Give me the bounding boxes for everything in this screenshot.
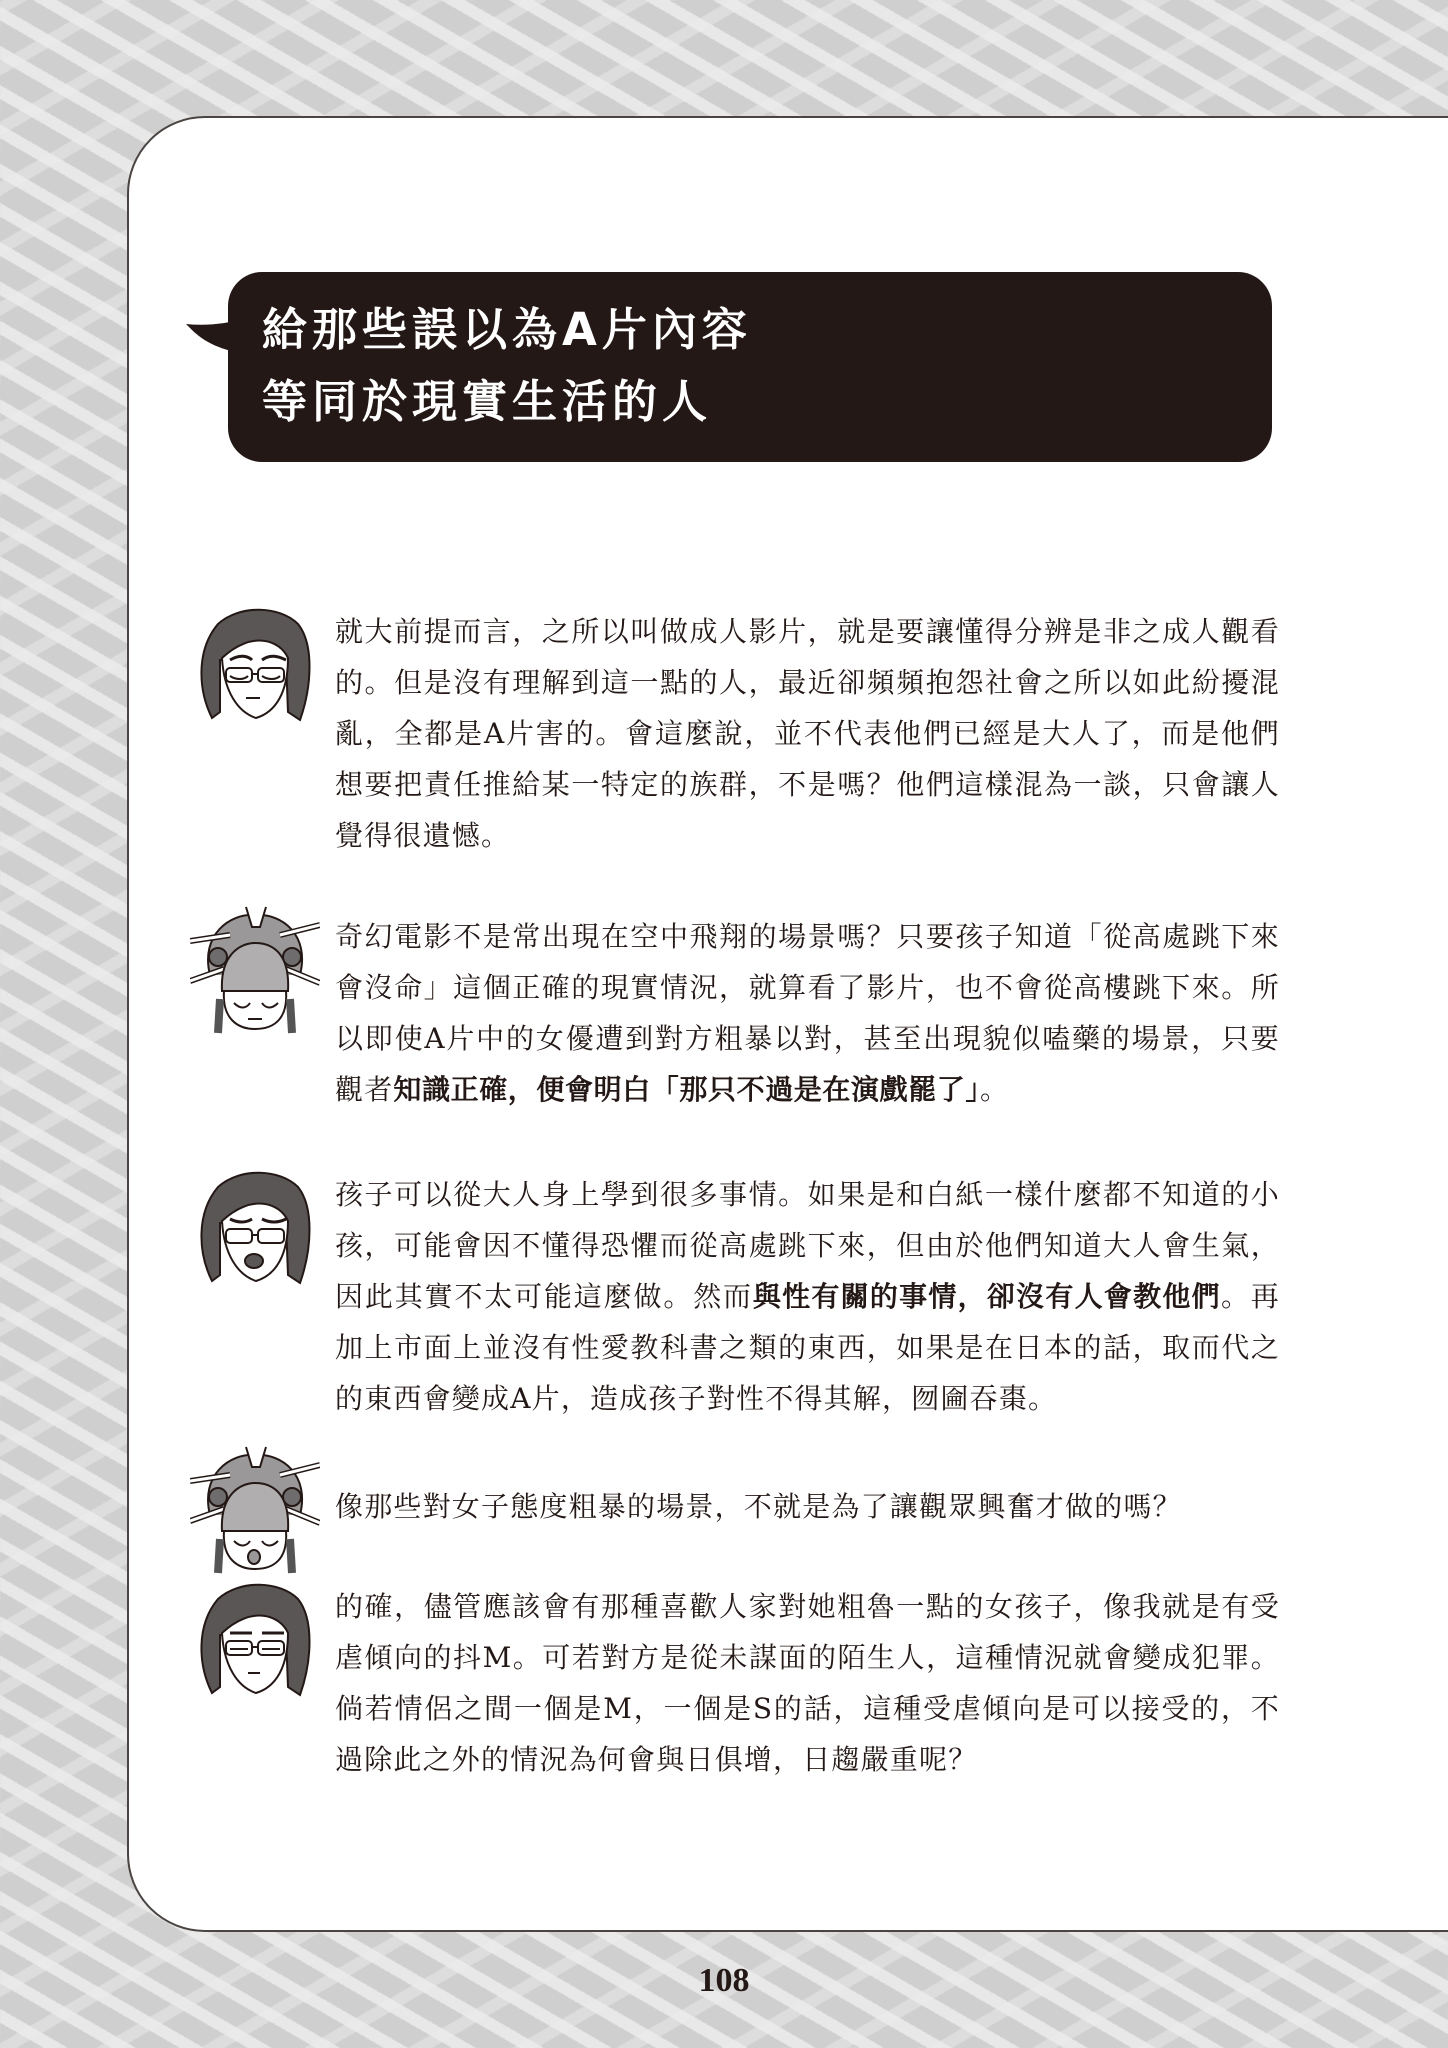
- dialog-text: [335, 606, 1280, 861]
- title-line-1: 給那些誤以為A片內容: [262, 303, 752, 356]
- page-title: [262, 294, 752, 438]
- woman-with-glasses-worried-avatar-icon: [190, 1163, 320, 1293]
- dialog-text: [335, 1481, 1280, 1532]
- woman-with-glasses-avatar-icon: [190, 600, 320, 730]
- text-segment: 的確，儘管應該會有那種喜歡人家對她粗魯一點的女孩子，像我就是有受虐傾向的抖M。可若對方是從未謀面的陌生人，這種情況就會變成犯罪。倘若情侶之間一個是M，一個是S的話，這種受虐傾向是可以接受的，不過除此之外的情況為何會與日俱增，日趨嚴重呢？: [335, 1590, 1280, 1776]
- woman-with-glasses-smile-avatar-icon: [190, 1575, 320, 1705]
- page-number: 108: [698, 1962, 750, 1999]
- dialog-text: [335, 1169, 1280, 1424]
- dialog-text: [335, 1581, 1280, 1785]
- text-segment: 就大前提而言，之所以叫做成人影片，就是要讓懂得分辨是非之成人觀看的。但是沒有理解到這一點的人，最近卻頻頻抱怨社會之所以如此紛擾混亂，全都是A片害的。會這麼說，並不代表他們已經是大人了，而是他們想要把責任推給某一特定的族群，不是嗎？他們這樣混為一談，只會讓人覺得很遺憾。: [335, 615, 1280, 852]
- text-segment: 像那些對女子態度粗暴的場景，不就是為了讓觀眾興奮才做的嗎？: [335, 1490, 1182, 1523]
- title-line-2: 等同於現實生活的人: [262, 375, 713, 428]
- text-segment: 。: [980, 1073, 1010, 1106]
- dialog-text: [335, 911, 1280, 1115]
- courtesan-avatar-icon: [190, 905, 320, 1035]
- title-speech-bubble: [228, 272, 1272, 462]
- text-segment: 。再加上市面上並沒有性愛教科書之類的東西，如果是在日本的話，取而代之的東西會變成A片，造成孩子對性不得其解，囫圇吞棗。: [335, 1280, 1280, 1415]
- courtesan-open-mouth-avatar-icon: [190, 1445, 320, 1575]
- text-segment: 孩子可以從大人身上學到很多事情。如果是和白紙一樣什麼都不知道的小孩，可能會因不懂得恐懼而從高處跳下來，但由於他們知道大人會生氣，因此其實不太可能這麼做。然而: [335, 1178, 1280, 1313]
- emphasized-text: 知識正確，便會明白「那只不過是在演戲罷了」: [393, 1073, 981, 1106]
- text-segment: 奇幻電影不是常出現在空中飛翔的場景嗎？只要孩子知道「從高處跳下來會沒命」這個正確的現實情況，就算看了影片，也不會從高樓跳下來。所以即使A片中的女優遭到對方粗暴以對，甚至出現貌似嗑藥的場景，只要觀者: [335, 920, 1280, 1106]
- emphasized-text: 與性有關的事情，卻沒有人會教他們: [752, 1280, 1221, 1313]
